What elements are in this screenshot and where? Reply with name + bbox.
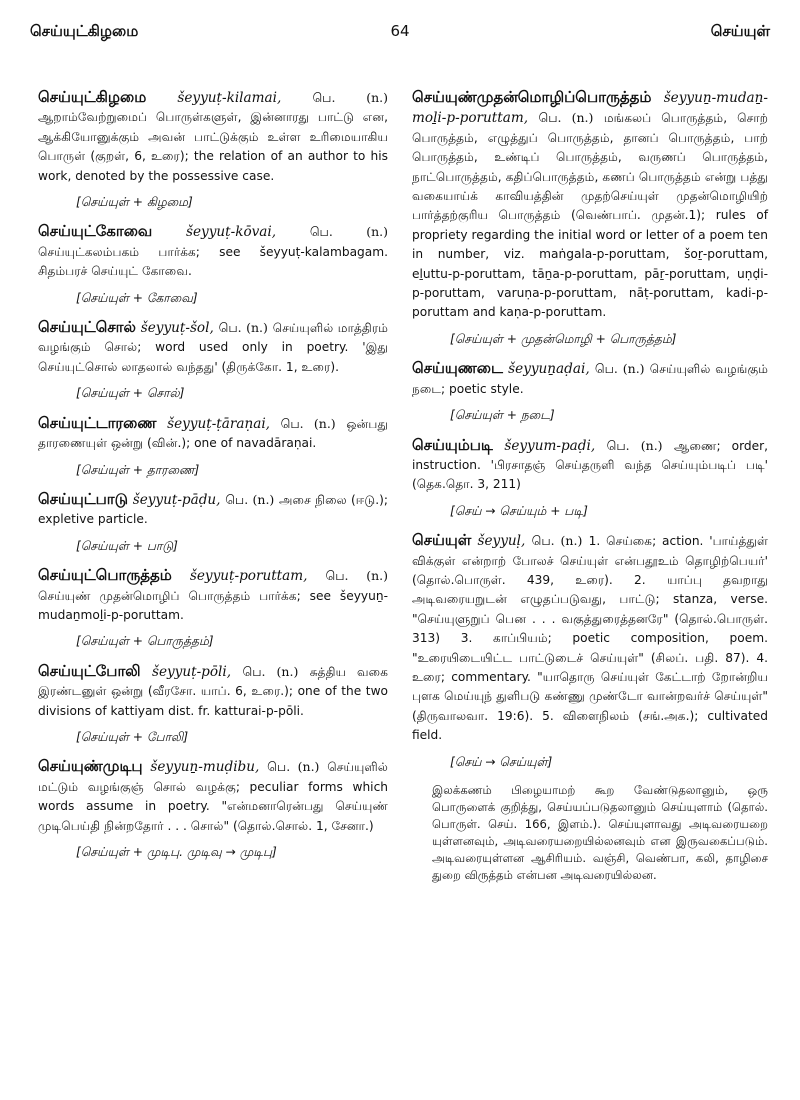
etymology-note: இலக்கணம் பிழையாமற் கூற வேண்டுதலானும், ஒரு பொருளைக் குறித்து, செய்யப்படுதலானும் செய்யுளாம் (தொல். பொருள். செய். 166, இளம்.). செய்யுளாவது அடிவரையறை யுள்ளனவும், அடிவரையறையில்லனவும் என இருவகைப்படும். அடிவரையுள்ளன ஆசிரியம். வஞ்சி, வெண்பா, கலி, தாழிசை துறை விருத்தம் என்பன அடிவரையில்லன.: [432, 783, 768, 882]
etymology: [செய்யுள் + தாரணை]: [76, 462, 200, 477]
transliteration: šeyyuṭ-ṭāraṇai,: [167, 415, 270, 432]
dictionary-entry: [38, 757, 388, 836]
etymology: [செய்யுள் + முதன்மொழி + பொருத்தம்]: [450, 331, 677, 346]
definition: ஆணை; order, instruction. 'பிரசாதஞ் செய்தருளி வந்த செய்யும்படிப் படி' (தெக.தொ. 3, 211): [412, 438, 769, 492]
right-column: [412, 88, 768, 884]
left-column: [38, 88, 388, 872]
definition: செய்யுளில் மட்டும் வழங்குஞ் சொல் வழக்கு; peculiar forms which words assume in poetry. "என்மனாரென்பது செய்யுண் முடிபெய்தி நின்றதோர் . . . சொல்" (தொல்.சொல். 1, சேனா.): [38, 760, 388, 833]
definition: செய்யுட்கலம்பகம் பார்க்க; see šeyyuṭ-kalambagam. சிதம்பரச் செய்யுட் கோவை.: [38, 244, 388, 279]
etymology: [செய்யுள் + சொல்]: [76, 386, 185, 401]
part-of-speech: பெ. (n.): [325, 568, 388, 584]
part-of-speech: பெ. (n.): [309, 224, 388, 240]
transliteration: šeyyuṭ-pōli,: [151, 663, 232, 680]
part-of-speech: பெ. (n.): [242, 663, 299, 679]
definition: ஆறாம்வேற்றுமைப் பொருள்களுள், இன்னாரது பாட்டு என, ஆக்கியோனுக்கும் அவன் பாட்டுக்கும் உள்ள உரிமையாகிய பொருள் (குறள், 6, உரை); the relation of an author to his work, denoted by the possessive case.: [38, 110, 388, 183]
headword: செய்யுட்டாரணை: [38, 413, 157, 432]
transliteration: šeyyuṭ-kilamai,: [177, 90, 282, 106]
dictionary-entry: [412, 531, 768, 745]
etymology: [செய் → செய்யுள்]: [450, 754, 553, 769]
transliteration: šeyyuṉaḍai,: [508, 361, 590, 378]
transliteration: šeyyuṭ-kōvai,: [186, 224, 277, 241]
part-of-speech: பெ. (n.): [267, 759, 320, 775]
part-of-speech: பெ. (n.): [538, 110, 594, 126]
part-of-speech: பெ. (n.): [218, 320, 268, 336]
headword: செய்யுண்முடிபு: [38, 757, 143, 776]
definition: மங்கலப் பொருத்தம், சொற் பொருத்தம், எழுத்துப் பொருத்தம், தானப் பொருத்தம், பாற் பொருத்தம், உண்டிப் பொருத்தம், வருணப் பொருத்தம், நாட்பொருத்தம், கதிப்பொருத்தம், கணப் பொருத்தம் என்று பத்து வகையாய்க் காவியத்தின் முதற்செய்யுள் முதன்மொழியிற் பார்த்தற்குரிய பொருத்தம் (வெண்பாப். முதன்.1); rules of propriety regarding the initial word or letter of a poem ten in number, viz. maṅgala-p-poruttam, šoṟ-poruttam, eḻuttu-p-poruttam, tāṉa-p-poruttam, pāṟ-poruttam, uṇḍi-p-poruttam, varuṇa-p-poruttam, nāṭ-poruttam, kadi-p-poruttam and kaṇa-p-poruttam.: [412, 111, 768, 320]
definition: அசை நிலை (ஈடு.); expletive particle.: [38, 492, 388, 527]
running-head-right: செய்யுள்: [710, 22, 770, 40]
part-of-speech: பெ. (n.): [280, 415, 336, 431]
definition: செய்யுளில் மாத்திரம் வழங்கும் சொல்; word used only in poetry. 'இது செய்யுட்சொல் லாதலால் வந்தது' (திருக்கோ. 1, உரை).: [38, 321, 388, 374]
headword: செய்யுணடை: [412, 359, 503, 378]
headword: செய்யுட்போலி: [38, 661, 141, 680]
transliteration: šeyyuṉ-mudaṉ-moḻi-p-poruttam,: [412, 90, 768, 127]
headword: செய்யும்படி: [412, 435, 493, 454]
dictionary-entry: [38, 490, 388, 530]
headword: செய்யுட்கோவை: [38, 222, 153, 241]
headword: செய்யுள்: [412, 531, 472, 550]
transliteration: šeyyuṭ-šol,: [140, 320, 214, 337]
transliteration: šeyyuṉ-muḍibu,: [150, 759, 260, 776]
definition: சுத்திய வகை இரண்டனுள் ஒன்று (வீரசோ. யாப். 6, உரை.); one of the two divisions of kattiyam dist. fr. katturai-p-pōli.: [38, 664, 389, 718]
etymology: [செய்யுள் + கோவை]: [76, 290, 198, 305]
etymology: [செய்யுள் + பாடு]: [76, 538, 178, 553]
dictionary-entry: [38, 222, 388, 281]
dictionary-entry: [38, 414, 388, 454]
transliteration: šeyyuṭ-poruttam,: [189, 568, 308, 585]
headword: செய்யுட்சொல்: [38, 318, 136, 337]
dictionary-entry: [38, 566, 388, 625]
headword: செய்யுட்பொருத்தம்: [38, 566, 172, 585]
headword: செய்யுட்பாடு: [38, 489, 129, 508]
etymology: [செய்யுள் + கிழமை]: [76, 195, 193, 210]
page-number: 64: [390, 22, 410, 40]
part-of-speech: பெ. (n.): [594, 361, 645, 377]
dictionary-entry: [38, 88, 388, 186]
part-of-speech: பெ. (n.): [606, 437, 663, 453]
definition: ஒன்பது தாரணையுள் ஒன்று (வின்.); one of navadāraṇai.: [38, 416, 389, 451]
etymology: [செய் → செய்யும் + படி]: [450, 503, 588, 518]
part-of-speech: பெ. (n.): [312, 90, 388, 105]
etymology: [செய்யுள் + போலி]: [76, 729, 189, 744]
headword: செய்யுண்முதன்மொழிப்பொருத்தம்: [412, 88, 652, 106]
definition: செய்யுளில் வழங்கும் நடை; poetic style.: [412, 362, 769, 396]
dictionary-entry: [412, 88, 768, 323]
dictionary-entry: [38, 662, 388, 721]
dictionary-entry: [412, 359, 768, 399]
transliteration: šeyyuṭ-pāḍu,: [132, 491, 221, 508]
part-of-speech: பெ. (n.): [225, 491, 275, 507]
etymology: [செய்யுள் + நடை]: [450, 408, 555, 423]
etymology: [செய்யுள் + பொருத்தம்]: [76, 634, 214, 649]
page-header: [30, 22, 770, 48]
part-of-speech: பெ. (n.): [531, 533, 583, 549]
transliteration: šeyyuḷ,: [477, 533, 526, 550]
definition: 1. செய்கை; action. 'பாய்த்துள் விக்குள் என்றாற் போலச் செய்யுள் என்பதூஉம் தொழிற்பெயர்' (தொல்.பொருள். 439, உரை). 2. யாப்பு தவறாது அடிவரையறுடன் எழுதப்படுவது, பாட்டு; stanza, verse. "செய்யுளுறுப் பென . . . வகுத்துரைத்தனரே" (தொல்.பொருள். 313) 3. காப்பியம்; poetic composition, poem. "உரையிடையிட்ட பாட்டுடைச் செய்யுள்" (சிலப். பதி. 87). 4. உரை; commentary. "யாதொரு செய்யுள் கேட்டாற் றோன்றிய புளக மெய்யுந் துளிபடு கண்ணு முண்டோ வான்றவர்ச் செய்யுள்" (திருவாலவா. 19:6). 5. விளைநிலம் (சங்.அக.); cultivated field.: [412, 534, 768, 743]
definition: செய்யுண் முதன்மொழிப் பொருத்தம் பார்க்க; see šeyyuṉ-mudaṉmoḻi-p-poruttam.: [38, 588, 388, 622]
etymology: [செய்யுள் + முடிபு. முடிவு → முடிபு]: [76, 845, 277, 859]
dictionary-entry: [412, 436, 768, 495]
transliteration: šeyyum-paḍi,: [504, 437, 596, 454]
running-head-left: செய்யுட்கிழமை: [30, 22, 139, 40]
headword: செய்யுட்கிழமை: [38, 88, 147, 106]
dictionary-entry: [38, 318, 388, 377]
